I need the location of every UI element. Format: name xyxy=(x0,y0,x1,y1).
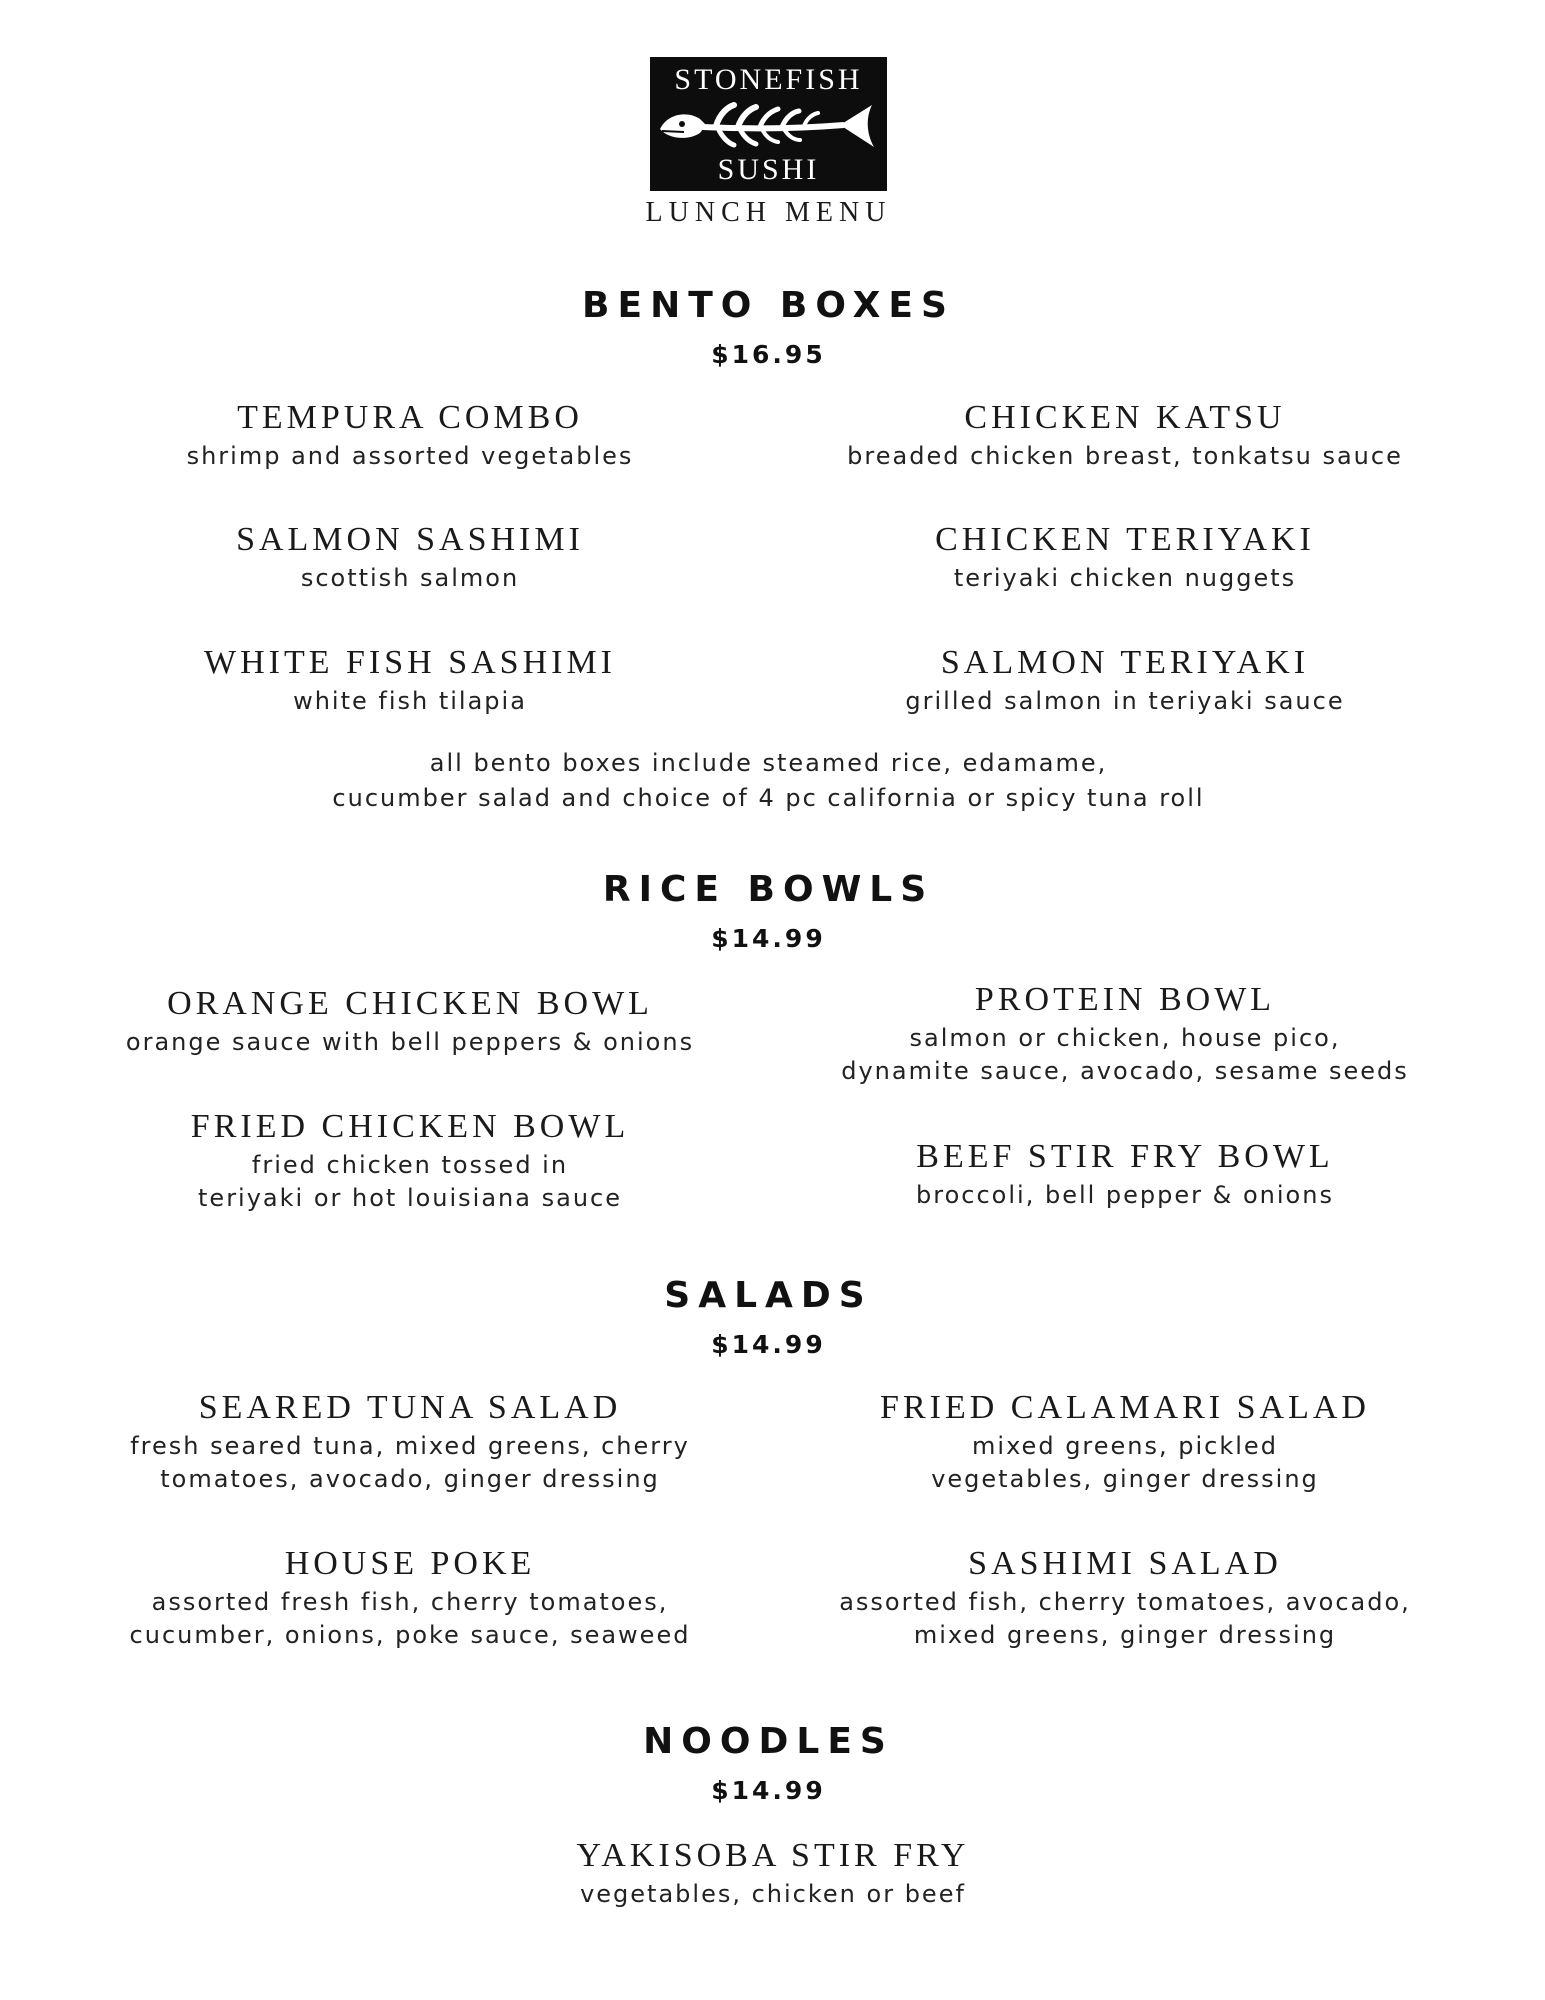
item-desc-line: shrimp and assorted vegetables xyxy=(186,442,634,470)
item-name: SEARED TUNA SALAD xyxy=(198,1389,622,1426)
item-name: YAKISOBA STIR FRY xyxy=(576,1837,970,1874)
logo-top-text: STONEFISH xyxy=(674,63,863,96)
section-price-noodles: $14.99 xyxy=(711,1776,826,1805)
menu-item xyxy=(765,520,1485,595)
menu-item xyxy=(50,1107,770,1215)
item-name: FRIED CHICKEN BOWL xyxy=(190,1108,630,1145)
menu-item xyxy=(50,1388,770,1496)
menu-subtitle: LUNCH MENU xyxy=(645,197,892,228)
item-description xyxy=(765,440,1485,473)
section-title-noodles: NOODLES xyxy=(643,1721,894,1762)
item-name: CHICKEN TERIYAKI xyxy=(935,521,1315,558)
item-name: HOUSE POKE xyxy=(284,1545,536,1582)
section-title-bento: BENTO BOXES xyxy=(582,285,955,326)
menu-item xyxy=(50,520,770,595)
item-desc-line: cucumber, onions, poke sauce, seaweed xyxy=(129,1621,691,1649)
item-desc-line: tomatoes, avocado, ginger dressing xyxy=(160,1465,660,1493)
item-desc-line: grilled salmon in teriyaki sauce xyxy=(905,687,1345,715)
logo-bottom-text: SUSHI xyxy=(717,153,820,186)
item-desc-line: teriyaki or hot louisiana sauce xyxy=(198,1184,622,1212)
item-name: TEMPURA COMBO xyxy=(237,399,583,436)
item-desc-line: teriyaki chicken nuggets xyxy=(953,564,1297,592)
item-description xyxy=(50,1430,770,1496)
item-name: BEEF STIR FRY BOWL xyxy=(916,1138,1334,1175)
menu-item xyxy=(50,984,770,1059)
menu-item xyxy=(765,1137,1485,1212)
item-name: SALMON TERIYAKI xyxy=(940,644,1310,681)
item-desc-line: vegetables, chicken or beef xyxy=(580,1880,966,1908)
item-desc-line: broccoli, bell pepper & onions xyxy=(916,1181,1334,1209)
item-name: SALMON SASHIMI xyxy=(236,521,584,558)
item-name: WHITE FISH SASHIMI xyxy=(204,644,616,681)
section-title-salads: SALADS xyxy=(664,1275,873,1316)
menu-item xyxy=(413,1836,1133,1911)
menu-item xyxy=(50,1544,770,1652)
item-desc-line: breaded chicken breast, tonkatsu sauce xyxy=(847,442,1403,470)
menu-item xyxy=(765,643,1485,718)
menu-item xyxy=(765,980,1485,1088)
item-description xyxy=(50,562,770,595)
item-description xyxy=(765,685,1485,718)
item-description xyxy=(413,1878,1133,1911)
item-description xyxy=(50,1586,770,1652)
item-desc-line: dynamite sauce, avocado, sesame seeds xyxy=(841,1057,1409,1085)
section-price-rice-bowls: $14.99 xyxy=(711,924,826,953)
item-name: ORANGE CHICKEN BOWL xyxy=(167,985,653,1022)
restaurant-logo xyxy=(650,57,887,191)
item-description xyxy=(765,1430,1485,1496)
menu-item xyxy=(765,1544,1485,1652)
menu-item xyxy=(50,398,770,473)
note-line: cucumber salad and choice of 4 pc california or spicy tuna roll xyxy=(332,784,1205,812)
item-description xyxy=(765,1179,1485,1212)
item-name: PROTEIN BOWL xyxy=(974,981,1276,1018)
fish-skeleton-icon xyxy=(654,99,883,153)
bento-note xyxy=(0,746,1537,816)
item-name: FRIED CALAMARI SALAD xyxy=(880,1389,1370,1426)
item-desc-line: fried chicken tossed in xyxy=(251,1151,569,1179)
item-description xyxy=(50,1026,770,1059)
item-desc-line: orange sauce with bell peppers & onions xyxy=(125,1028,695,1056)
item-description xyxy=(765,1022,1485,1088)
item-desc-line: salmon or chicken, house pico, xyxy=(909,1024,1341,1052)
section-title-rice-bowls: RICE BOWLS xyxy=(602,869,935,910)
item-desc-line: scottish salmon xyxy=(300,564,520,592)
item-desc-line: fresh seared tuna, mixed greens, cherry xyxy=(130,1432,690,1460)
item-description xyxy=(765,1586,1485,1652)
item-desc-line: mixed greens, pickled xyxy=(972,1432,1278,1460)
item-name: CHICKEN KATSU xyxy=(964,399,1286,436)
item-description xyxy=(765,562,1485,595)
item-description xyxy=(50,685,770,718)
note-line: all bento boxes include steamed rice, edamame, xyxy=(429,749,1108,777)
menu-item xyxy=(50,643,770,718)
item-description xyxy=(50,1149,770,1215)
item-desc-line: vegetables, ginger dressing xyxy=(931,1465,1319,1493)
section-price-salads: $14.99 xyxy=(711,1330,826,1359)
item-desc-line: mixed greens, ginger dressing xyxy=(913,1621,1337,1649)
item-name: SASHIMI SALAD xyxy=(968,1545,1282,1582)
item-desc-line: assorted fresh fish, cherry tomatoes, xyxy=(151,1588,669,1616)
item-desc-line: white fish tilapia xyxy=(293,687,527,715)
item-description xyxy=(50,440,770,473)
menu-item xyxy=(765,398,1485,473)
section-price-bento: $16.95 xyxy=(711,340,826,369)
item-desc-line: assorted fish, cherry tomatoes, avocado, xyxy=(839,1588,1411,1616)
menu-item xyxy=(765,1388,1485,1496)
